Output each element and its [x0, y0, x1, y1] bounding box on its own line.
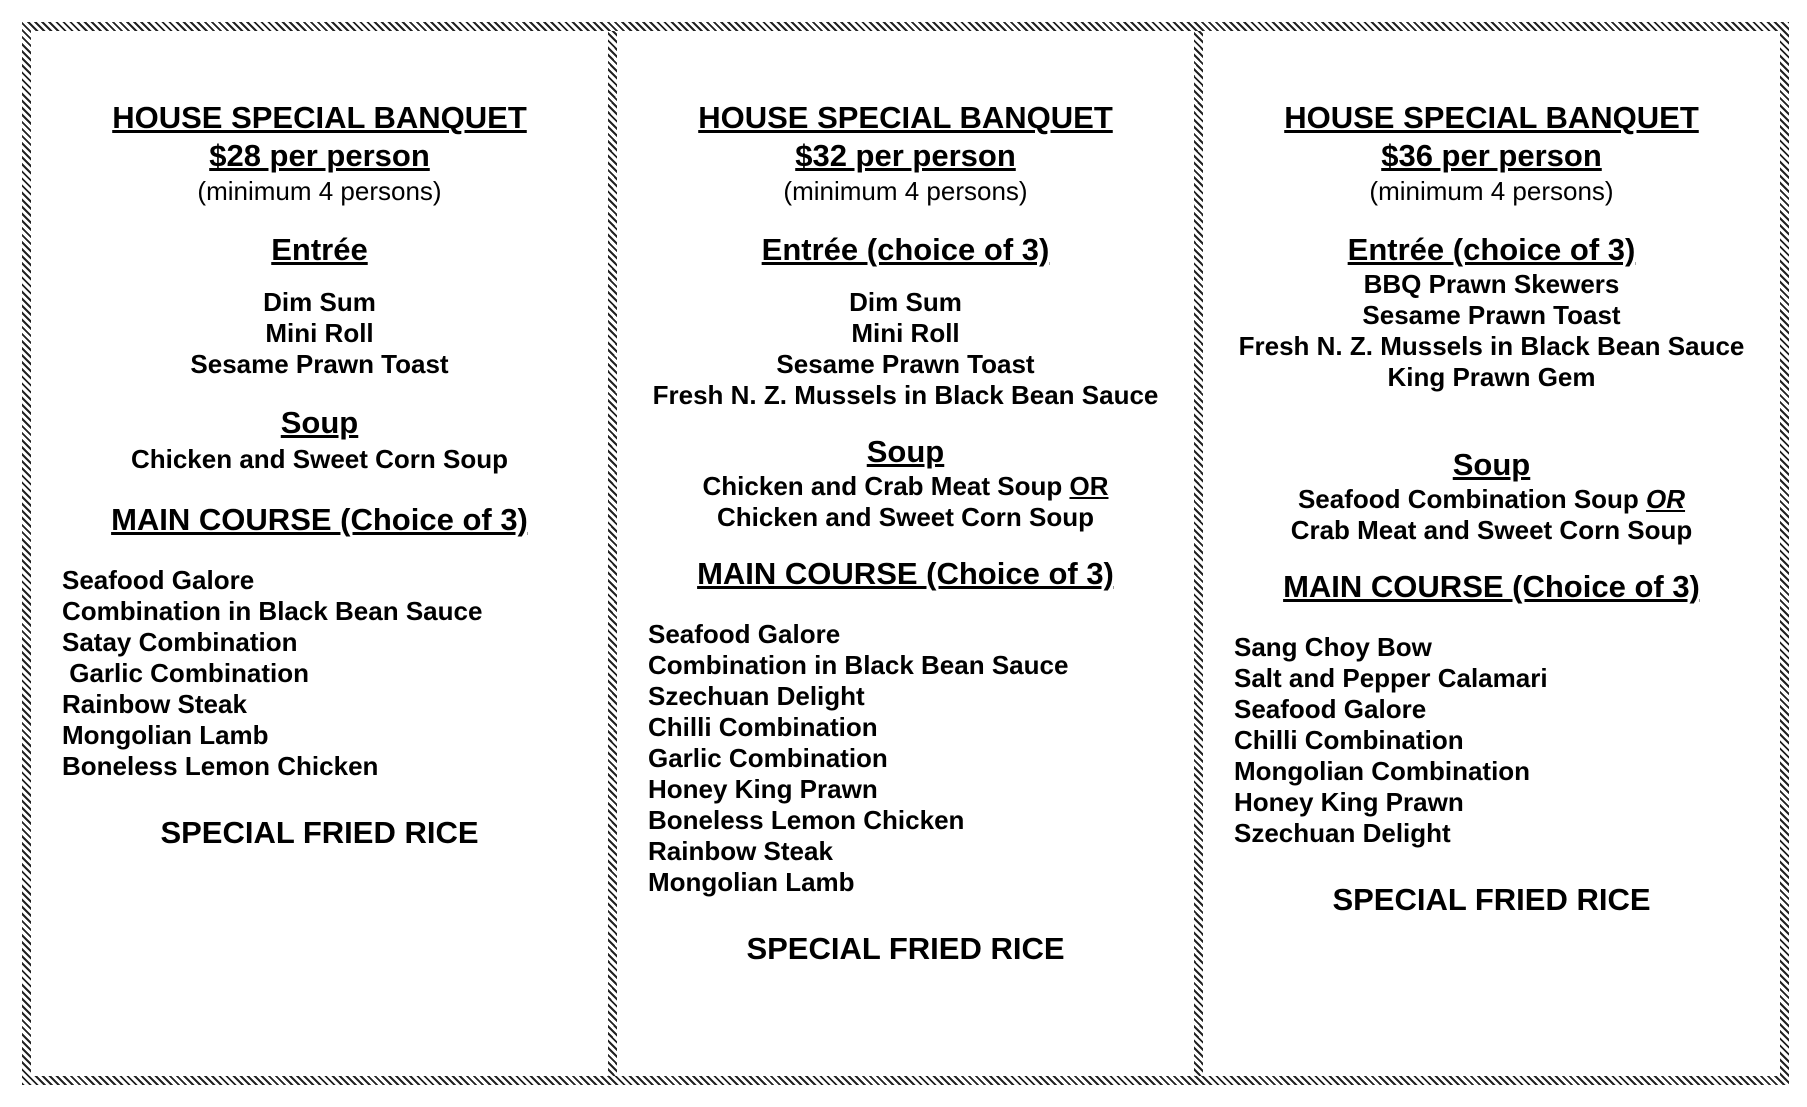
banquet-minimum: (minimum 4 persons) — [197, 176, 442, 206]
banquet-price: $28 per person — [209, 138, 430, 173]
main-course-item: Boneless Lemon Chicken — [62, 751, 379, 781]
main-course-item: Mongolian Lamb — [648, 867, 855, 897]
main-course-item: Garlic Combination — [62, 658, 310, 688]
soup-heading: Soup — [280, 405, 359, 440]
main-course-item: Szechuan Delight — [648, 681, 865, 711]
entree-item: Dim Sum — [263, 287, 376, 317]
entree-item: Mini Roll — [265, 318, 374, 348]
entree-item: Sesame Prawn Toast — [1362, 300, 1621, 330]
main-course-item: Honey King Prawn — [1234, 787, 1464, 817]
main-course-item: Honey King Prawn — [648, 774, 878, 804]
soup-item: Chicken and Sweet Corn Soup — [130, 444, 509, 474]
main-course-heading: MAIN COURSE (Choice of 3) — [1283, 569, 1700, 604]
main-course-list — [617, 619, 1194, 898]
soup-item: Chicken and Sweet Corn Soup — [716, 502, 1095, 532]
entree-list — [31, 287, 608, 380]
banquet-price: $36 per person — [1381, 138, 1602, 173]
entree-heading: Entrée (choice of 3) — [761, 232, 1050, 267]
banquet-column-32 — [608, 31, 1194, 1076]
main-course-heading: MAIN COURSE (Choice of 3) — [111, 502, 528, 537]
main-course-item: Garlic Combination — [648, 743, 888, 773]
main-course-heading: MAIN COURSE (Choice of 3) — [697, 556, 1114, 591]
special-fried-rice: SPECIAL FRIED RICE — [1332, 882, 1651, 917]
soup-or: OR — [1646, 484, 1686, 514]
banquet-minimum: (minimum 4 persons) — [1369, 176, 1614, 206]
banquet-column-36 — [1194, 31, 1780, 1076]
main-course-item: Combination in Black Bean Sauce — [62, 596, 483, 626]
main-course-item: Mongolian Lamb — [62, 720, 269, 750]
main-course-item: Chilli Combination — [1234, 725, 1464, 755]
entree-item: Mini Roll — [851, 318, 960, 348]
main-course-item: Seafood Galore — [648, 619, 841, 649]
entree-item: King Prawn Gem — [1387, 362, 1596, 392]
entree-item: Sesame Prawn Toast — [776, 349, 1035, 379]
banquet-minimum: (minimum 4 persons) — [783, 176, 1028, 206]
soup-item: Crab Meat and Sweet Corn Soup — [1290, 515, 1693, 545]
main-course-item: Seafood Galore — [1234, 694, 1427, 724]
main-course-item: Combination in Black Bean Sauce — [648, 650, 1069, 680]
entree-item: BBQ Prawn Skewers — [1363, 269, 1620, 299]
main-course-list — [31, 565, 608, 782]
main-course-item: Salt and Pepper Calamari — [1234, 663, 1548, 693]
main-course-item: Szechuan Delight — [1234, 818, 1451, 848]
soup-item: Chicken and Crab Meat Soup — [702, 471, 1063, 501]
entree-heading: Entrée (choice of 3) — [1347, 232, 1636, 267]
main-course-item: Sang Choy Bow — [1234, 632, 1432, 662]
special-fried-rice: SPECIAL FRIED RICE — [160, 815, 479, 850]
main-course-item: Mongolian Combination — [1234, 756, 1531, 786]
banquet-title: HOUSE SPECIAL BANQUET — [112, 100, 527, 135]
entree-list — [617, 287, 1194, 411]
main-course-list — [1203, 632, 1780, 849]
banquet-price: $32 per person — [795, 138, 1016, 173]
entree-item: Dim Sum — [849, 287, 962, 317]
soup-heading: Soup — [866, 434, 945, 469]
main-course-item: Rainbow Steak — [62, 689, 247, 719]
soup-item: Seafood Combination Soup — [1297, 484, 1639, 514]
entree-list — [1203, 269, 1780, 393]
main-course-item: Seafood Galore — [62, 565, 255, 595]
entree-item: Sesame Prawn Toast — [190, 349, 449, 379]
entree-heading: Entrée — [271, 232, 368, 267]
soup-option — [617, 471, 1194, 502]
main-course-item: Rainbow Steak — [648, 836, 833, 866]
main-course-item: Chilli Combination — [648, 712, 878, 742]
entree-item: Fresh N. Z. Mussels in Black Bean Sauce — [1238, 331, 1745, 361]
entree-item: Fresh N. Z. Mussels in Black Bean Sauce — [652, 380, 1159, 410]
soup-option — [1203, 484, 1780, 515]
soup-or: OR — [1069, 471, 1109, 501]
banquet-title: HOUSE SPECIAL BANQUET — [698, 100, 1113, 135]
special-fried-rice: SPECIAL FRIED RICE — [746, 931, 1065, 966]
main-course-item: Satay Combination — [62, 627, 298, 657]
banquet-title: HOUSE SPECIAL BANQUET — [1284, 100, 1699, 135]
soup-heading: Soup — [1452, 447, 1531, 482]
menu-frame — [22, 22, 1789, 1085]
main-course-item: Boneless Lemon Chicken — [648, 805, 965, 835]
banquet-column-28 — [31, 31, 608, 1076]
